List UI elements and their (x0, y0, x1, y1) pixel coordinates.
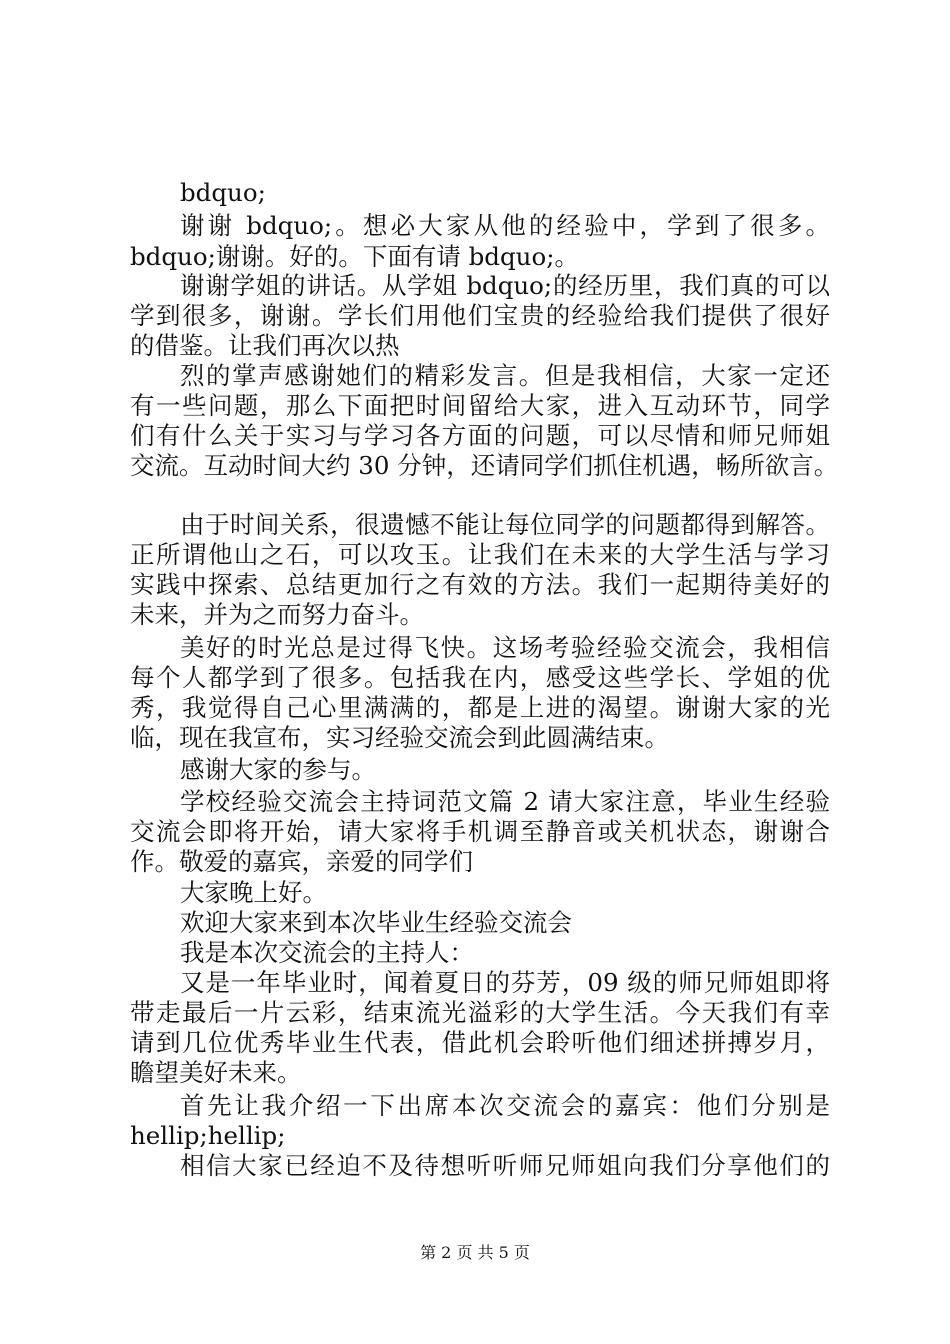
text-line: 相信大家已经迫不及待想听听师兄师姐向我们分享他们的 (180, 1151, 830, 1180)
text-line: 实践中探索、总结更加行之有效的方法。我们一起期待美好的 (130, 570, 830, 599)
text-line: 临，现在我宣布，实习经验交流会到此圆满结束。 (130, 723, 669, 752)
text-line: 由于时间关系，很遗憾不能让每位同学的问题都得到解答。 (180, 510, 830, 539)
text-line: 带走最后一片云彩，结束流光溢彩的大学生活。今天我们有幸 (130, 998, 830, 1027)
text-line: 每个人都学到了很多。包括我在内，感受这些学长、学姐的优 (130, 663, 830, 692)
text-line: 谢谢 bdquo;。想必大家从他的经验中，学到了很多。 (180, 211, 830, 240)
text-line: 学校经验交流会主持词范文篇 2 请大家注意，毕业生经验 (180, 787, 830, 816)
text-line: 谢谢学姐的讲话。从学姐 bdquo;的经历里，我们真的可以 (180, 271, 830, 300)
text-line: 交流。互动时间大约 30 分钟，还请同学们抓住机遇，畅所欲言。 (130, 451, 839, 480)
text-line: 秀，我觉得自己心里满满的，都是上进的渴望。谢谢大家的光 (130, 693, 830, 722)
text-line: 烈的掌声感谢她们的精彩发言。但是我相信，大家一定还 (180, 361, 830, 390)
page-footer: 第 2 页 共 5 页 (420, 1243, 530, 1262)
text-line: 正所谓他山之石，可以攻玉。让我们在未来的大学生活与学习 (130, 540, 830, 569)
text-line: 交流会即将开始，请大家将手机调至静音或关机状态，谢谢合 (130, 817, 830, 846)
text-line: 的借鉴。让我们再次以热 (130, 331, 400, 360)
text-line: bdquo;谢谢。好的。下面有请 bdquo;。 (130, 242, 579, 271)
text-line: 美好的时光总是过得飞快。这场考验经验交流会，我相信 (180, 633, 830, 662)
text-line: hellip;hellip; (130, 1121, 286, 1150)
text-line: bdquo; (180, 178, 266, 207)
text-line: 有一些问题，那么下面把时间留给大家，进入互动环节，同学 (130, 391, 830, 420)
text-line: 学到很多，谢谢。学长们用他们宝贵的经验给我们提供了很好 (130, 301, 830, 330)
text-line: 我是本次交流会的主持人： (180, 938, 474, 967)
text-line: 未来，并为之而努力奋斗。 (130, 600, 424, 629)
text-line: 首先让我介绍一下出席本次交流会的嘉宾：他们分别是 (180, 1091, 830, 1120)
text-line: 欢迎大家来到本次毕业生经验交流会 (180, 908, 572, 937)
text-line: 又是一年毕业时，闻着夏日的芬芳，09 级的师兄师姐即将 (180, 968, 830, 997)
text-line: 瞻望美好未来。 (130, 1058, 302, 1087)
text-line: 感谢大家的参与。 (180, 755, 376, 784)
text-line: 大家晚上好。 (180, 878, 327, 907)
text-line: 们有什么关于实习与学习各方面的问题，可以尽情和师兄师姐 (130, 421, 830, 450)
text-line: 请到几位优秀毕业生代表，借此机会聆听他们细述拼搏岁月， (130, 1028, 830, 1057)
text-line: 作。敬爱的嘉宾，亲爱的同学们 (130, 847, 473, 876)
